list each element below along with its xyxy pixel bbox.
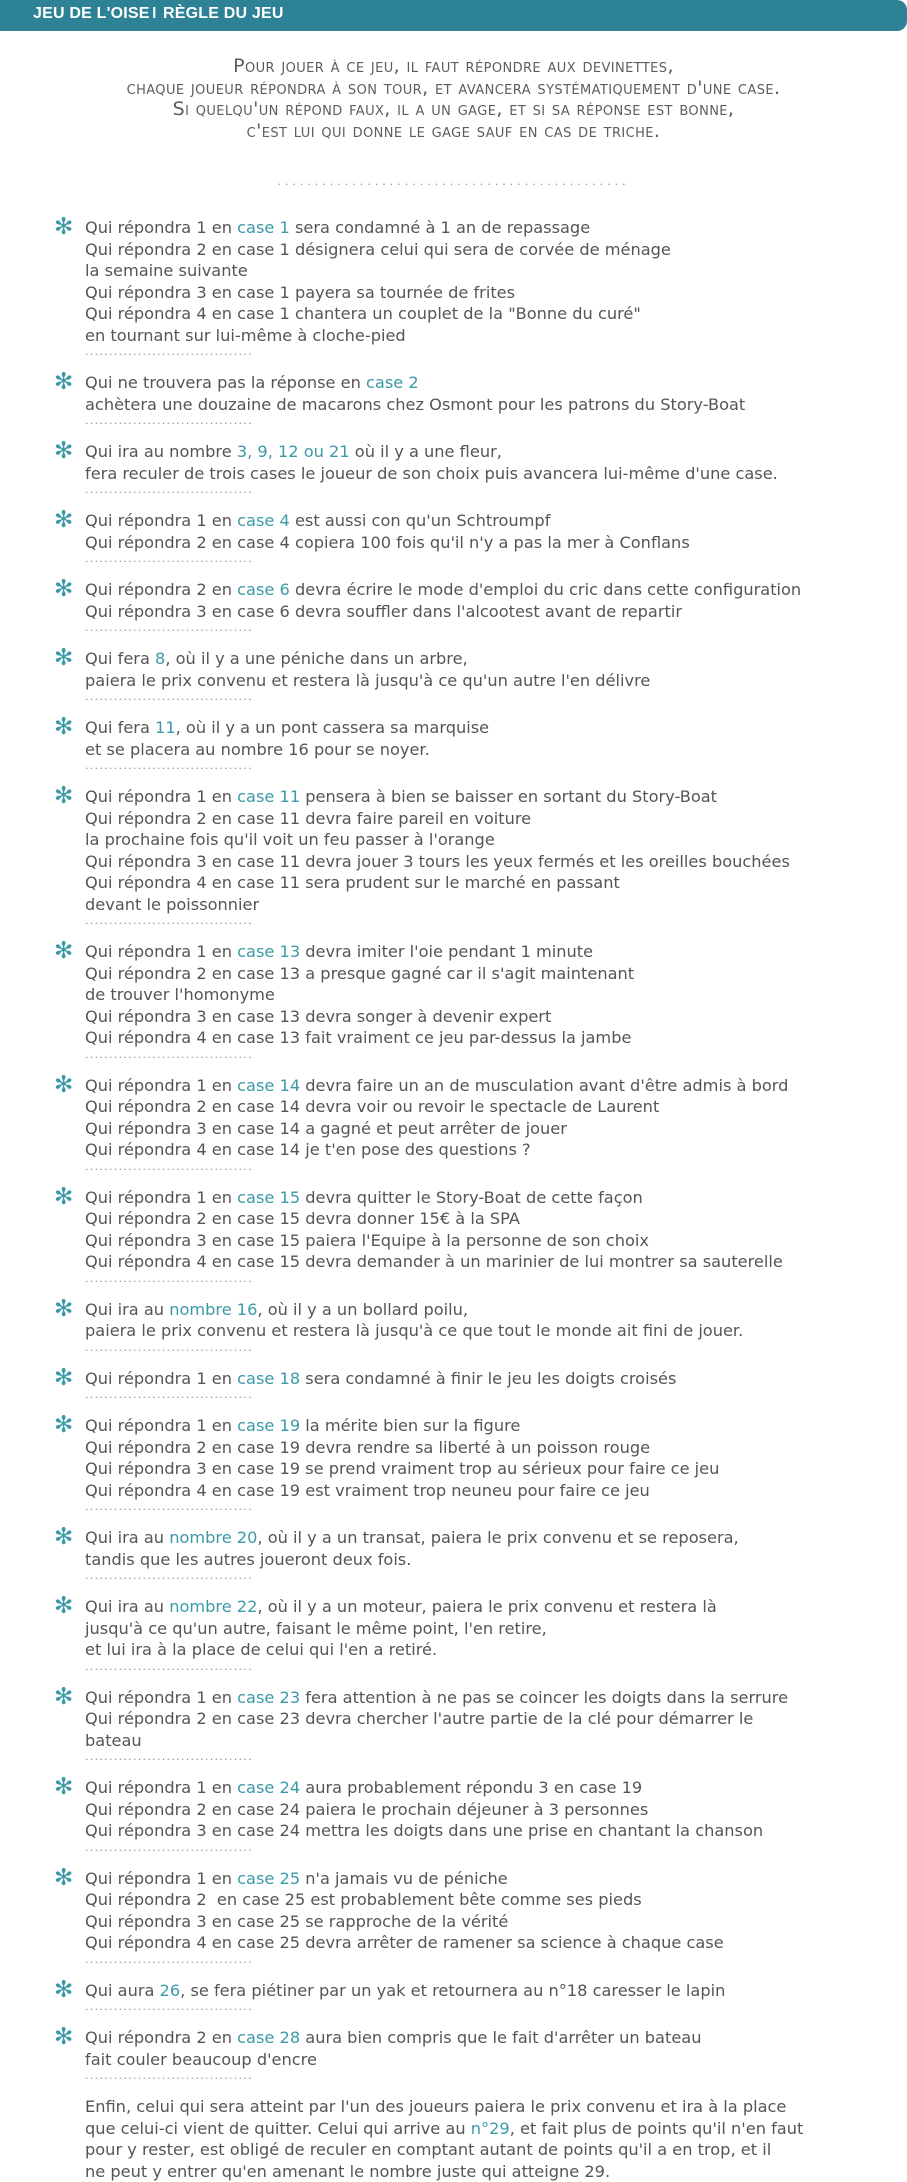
rule-line: [85, 851, 897, 873]
rule-text: sera condamné à finir le jeu les doigts croisés: [300, 1369, 676, 1388]
asterisk-icon: ✻: [54, 1977, 73, 2003]
rule-line: [85, 786, 897, 808]
highlighted-case: case 15: [237, 1188, 300, 1207]
asterisk-icon: ✻: [54, 1593, 73, 1619]
rule-line: [85, 1932, 897, 1954]
rule-text: devant le poissonnier: [85, 895, 259, 914]
rule-divider: ...................................: [85, 484, 897, 496]
rule-line: [85, 1777, 897, 1799]
rule-line: [85, 2027, 897, 2049]
rule-text: Qui répondra 1 en: [85, 1076, 237, 1095]
rule-line: [85, 941, 897, 963]
rule-text: , où il y a un moteur, paiera le prix convenu et restera là: [257, 1597, 716, 1616]
highlighted-case: case 18: [237, 1369, 300, 1388]
rule-line: [85, 532, 897, 554]
rule-line: [85, 1980, 897, 2002]
rule-text: pour y rester, est obligé de reculer en comptant autant de points qu'il a en trop, et il: [85, 2140, 771, 2159]
rule-text: ne peut y entrer qu'en amenant le nombre juste qui atteigne 29.: [85, 2162, 610, 2181]
rule-line: [85, 1437, 897, 1459]
asterisk-icon: ✻: [54, 1412, 73, 1438]
rule-line: [85, 984, 897, 1006]
highlighted-case: nombre 16: [169, 1300, 257, 1319]
rule-text: , se fera piétiner par un yak et retournera au n°18 caresser le lapin: [180, 1981, 725, 2000]
page-title: JEU DE L'OISE: [33, 5, 150, 23]
rule-text: Qui répondra 1 en: [85, 1869, 237, 1888]
rule-text: devra imiter l'oie pendant 1 minute: [300, 942, 593, 961]
rule-text: Qui répondra 4 en case 25 devra arrêter de ramener sa science à chaque case: [85, 1933, 724, 1952]
rule-line: [85, 325, 897, 347]
highlighted-case: case 23: [237, 1688, 300, 1707]
rule-divider: ...................................: [85, 1661, 897, 1673]
highlighted-case: case 24: [237, 1778, 300, 1797]
rule-item: [52, 1687, 897, 1764]
rule-line: [85, 282, 897, 304]
rule-divider: ...................................: [85, 1842, 897, 1854]
rule-item: [52, 1368, 897, 1402]
asterisk-icon: ✻: [54, 1365, 73, 1391]
asterisk-icon: ✻: [54, 369, 73, 395]
asterisk-icon: ✻: [54, 438, 73, 464]
rule-item: [52, 1777, 897, 1854]
rule-text: devra quitter le Story-Boat de cette façon: [300, 1188, 643, 1207]
highlighted-case: nombre 20: [169, 1528, 257, 1547]
rule-line: [85, 260, 897, 282]
highlighted-case: 3, 9, 12 ou 21: [237, 442, 350, 461]
rule-text: Qui répondra 4 en case 11 sera prudent sur le marché en passant: [85, 873, 620, 892]
rule-line: [85, 1208, 897, 1230]
rule-text: paiera le prix convenu et restera là jusqu'à ce qu'un autre l'en délivre: [85, 671, 650, 690]
rule-text: Qui répondra 1 en: [85, 1416, 237, 1435]
rule-line: [85, 1889, 897, 1911]
rule-line: [85, 2161, 897, 2182]
asterisk-icon: ✻: [54, 645, 73, 671]
rule-item: [52, 372, 897, 427]
rule-line: [85, 2096, 897, 2118]
highlighted-case: case 25: [237, 1869, 300, 1888]
rule-divider: ...................................: [85, 1342, 897, 1354]
intro-paragraph: [0, 56, 907, 142]
rule-item: [52, 1596, 897, 1673]
rule-text: Qui répondra 3 en case 14 a gagné et peut arrêter de jouer: [85, 1119, 567, 1138]
page-subtitle: RÈGLE DU JEU: [163, 5, 284, 23]
closing-paragraph: [52, 2096, 897, 2182]
rule-text: Qui répondra 2 en case 13 a presque gagné car il s'agit maintenant: [85, 964, 634, 983]
rule-divider: ...................................: [85, 1751, 897, 1763]
rule-line: [85, 1596, 897, 1618]
rule-line: [85, 1458, 897, 1480]
rule-divider: ...................................: [85, 346, 897, 358]
rule-line: [85, 441, 897, 463]
rule-text: aura probablement répondu 3 en case 19: [300, 1778, 642, 1797]
asterisk-icon: ✻: [54, 783, 73, 809]
rule-text: , où il y a une péniche dans un arbre,: [165, 649, 467, 668]
rule-line: [85, 963, 897, 985]
rule-text: aura bien compris que le fait d'arrêter un bateau: [300, 2028, 701, 2047]
rule-text: et se placera au nombre 16 pour se noyer.: [85, 740, 430, 759]
asterisk-icon: ✻: [54, 938, 73, 964]
rule-text: Qui ira au nombre: [85, 442, 237, 461]
rule-text: Qui répondra 4 en case 13 fait vraiment ce jeu par-dessus la jambe: [85, 1028, 631, 1047]
rule-divider: ...................................: [85, 915, 897, 927]
rule-item: [52, 1415, 897, 1513]
rule-text: Qui ira au: [85, 1528, 169, 1547]
rule-item: [52, 941, 897, 1061]
rule-text: Qui répondra 3 en case 1 payera sa tournée de frites: [85, 283, 515, 302]
highlighted-case: 11: [155, 718, 176, 737]
rule-item: [52, 217, 897, 358]
asterisk-icon: ✻: [54, 507, 73, 533]
intro-line: chaque joueur répondra à son tour, et avancera systématiquement d'une case.: [0, 78, 907, 100]
asterisk-icon: ✻: [54, 1072, 73, 1098]
asterisk-icon: ✻: [54, 1524, 73, 1550]
rule-divider: ...................................: [85, 2001, 897, 2013]
rule-divider: ...................................: [85, 622, 897, 634]
rule-divider: ...................................: [85, 760, 897, 772]
rule-item: [52, 1187, 897, 1285]
rule-text: sera condamné à 1 an de repassage: [290, 218, 590, 237]
rule-line: [85, 1299, 897, 1321]
rule-text: , et fait plus de points qu'il n'en faut: [510, 2119, 804, 2138]
rule-line: [85, 1187, 897, 1209]
rule-divider: ...................................: [85, 553, 897, 565]
rule-text: la semaine suivante: [85, 261, 248, 280]
rule-divider: ...................................: [85, 1570, 897, 1582]
rule-line: [85, 1687, 897, 1709]
intro-line: c'est lui qui donne le gage sauf en cas de triche.: [0, 121, 907, 143]
rule-item: [52, 717, 897, 772]
rule-line: [85, 648, 897, 670]
highlighted-case: case 19: [237, 1416, 300, 1435]
rule-text: Qui répondra 3 en case 25 se rapproche de la vérité: [85, 1912, 508, 1931]
rule-line: [85, 1820, 897, 1842]
rule-divider: ...................................: [85, 1501, 897, 1513]
rule-line: [85, 2139, 897, 2161]
rule-line: [85, 579, 897, 601]
rule-line: [85, 1618, 897, 1640]
title-separator: I: [152, 5, 157, 23]
highlighted-case: n°29: [471, 2119, 510, 2138]
rule-text: où il y a une fleur,: [350, 442, 502, 461]
rule-text: jusqu'à ce qu'un autre, faisant le même point, l'en retire,: [85, 1619, 547, 1638]
rule-text: n'a jamais vu de péniche: [300, 1869, 508, 1888]
rule-line: [85, 1868, 897, 1890]
rule-item: [52, 786, 897, 927]
asterisk-icon: ✻: [54, 1296, 73, 1322]
rule-text: Qui répondra 4 en case 14 je t'en pose des questions ?: [85, 1140, 531, 1159]
rule-line: [85, 2118, 897, 2140]
rule-text: Qui ne trouvera pas la réponse en: [85, 373, 366, 392]
rule-text: Qui répondra 2 en case 25 est probablement bête comme ses pieds: [85, 1890, 642, 1909]
rule-line: [85, 1368, 897, 1390]
rule-divider: ...................................: [85, 1389, 897, 1401]
rule-item: [52, 441, 897, 496]
highlighted-case: case 2: [366, 373, 419, 392]
rule-line: [85, 1027, 897, 1049]
highlighted-case: case 4: [237, 511, 290, 530]
rule-line: [85, 1730, 897, 1752]
rule-text: est aussi con qu'un Schtroumpf: [290, 511, 551, 530]
rule-text: Qui répondra 2 en case 24 paiera le prochain déjeuner à 3 personnes: [85, 1800, 648, 1819]
rule-divider: ...................................: [85, 415, 897, 427]
rule-item: [52, 1868, 897, 1966]
rule-line: [85, 829, 897, 851]
rule-text: Qui répondra 2 en case 19 devra rendre sa liberté à un poisson rouge: [85, 1438, 650, 1457]
rule-line: [85, 739, 897, 761]
rule-line: [85, 510, 897, 532]
rule-line: [85, 1708, 897, 1730]
rule-item: [52, 2027, 897, 2082]
rule-text: Qui répondra 2 en case 11 devra faire pareil en voiture: [85, 809, 531, 828]
rule-text: Qui répondra 3 en case 11 devra jouer 3 tours les yeux fermés et les oreilles bouchées: [85, 852, 790, 871]
rule-text: Qui répondra 4 en case 15 devra demander à un marinier de lui montrer sa sauterelle: [85, 1252, 783, 1271]
rule-divider: ...................................: [85, 691, 897, 703]
rule-divider: ...................................: [85, 1273, 897, 1285]
rule-item: [52, 1980, 897, 2014]
rule-text: devra faire un an de musculation avant d'être admis à bord: [300, 1076, 788, 1095]
rule-text: Qui répondra 1 en: [85, 511, 237, 530]
highlighted-case: 26: [160, 1981, 181, 2000]
highlighted-case: case 28: [237, 2028, 300, 2047]
rule-text: , où il y a un pont cassera sa marquise: [176, 718, 489, 737]
rule-line: [85, 1527, 897, 1549]
highlighted-case: 8: [155, 649, 165, 668]
rule-text: Qui aura: [85, 1981, 160, 2000]
rule-text: Qui répondra 1 en: [85, 1369, 237, 1388]
intro-divider: ...............................................: [0, 175, 907, 188]
rule-text: , où il y a un transat, paiera le prix convenu et se reposera,: [257, 1528, 738, 1547]
rule-line: [85, 717, 897, 739]
rule-text: Qui répondra 3 en case 13 devra songer à devenir expert: [85, 1007, 551, 1026]
rule-item: [52, 1527, 897, 1582]
rule-text: de trouver l'homonyme: [85, 985, 275, 1004]
rule-text: Qui répondra 1 en: [85, 787, 237, 806]
rule-line: [85, 372, 897, 394]
rule-text: Qui fera: [85, 718, 155, 737]
asterisk-icon: ✻: [54, 1184, 73, 1210]
rule-text: paiera le prix convenu et restera là jusqu'à ce que tout le monde ait fini de jouer.: [85, 1321, 743, 1340]
rule-item: [52, 1075, 897, 1173]
rule-line: [85, 670, 897, 692]
highlighted-case: case 1: [237, 218, 290, 237]
rule-divider: ...................................: [85, 1049, 897, 1061]
rule-text: fait couler beaucoup d'encre: [85, 2050, 317, 2069]
rule-line: [85, 808, 897, 830]
rule-item: [52, 1299, 897, 1354]
rule-text: Qui répondra 4 en case 19 est vraiment trop neuneu pour faire ce jeu: [85, 1481, 650, 1500]
rule-text: Qui répondra 1 en: [85, 942, 237, 961]
rule-text: Qui répondra 2 en case 1 désignera celui qui sera de corvée de ménage: [85, 240, 671, 259]
rule-text: tandis que les autres joueront deux fois.: [85, 1550, 411, 1569]
highlighted-case: case 11: [237, 787, 300, 806]
asterisk-icon: ✻: [54, 214, 73, 240]
rule-text: Qui répondra 2 en case 15 devra donner 15€ à la SPA: [85, 1209, 520, 1228]
rule-text: pensera à bien se baisser en sortant du Story-Boat: [300, 787, 717, 806]
rule-line: [85, 463, 897, 485]
asterisk-icon: ✻: [54, 1865, 73, 1891]
highlighted-case: case 6: [237, 580, 290, 599]
rule-text: Qui répondra 1 en: [85, 1188, 237, 1207]
rule-text: et lui ira à la place de celui qui l'en a retiré.: [85, 1640, 437, 1659]
rules-list: [52, 217, 897, 2182]
rule-text: Qui répondra 2 en: [85, 580, 237, 599]
rule-text: Qui répondra 2 en case 4 copiera 100 fois qu'il n'y a pas la mer à Conflans: [85, 533, 690, 552]
rule-line: [85, 239, 897, 261]
rule-text: en tournant sur lui-même à cloche-pied: [85, 326, 406, 345]
rule-line: [85, 2049, 897, 2071]
header-bar: [0, 0, 907, 31]
highlighted-case: case 13: [237, 942, 300, 961]
rule-text: Qui répondra 1 en: [85, 1778, 237, 1797]
rule-text: Qui répondra 1 en: [85, 218, 237, 237]
asterisk-icon: ✻: [54, 1684, 73, 1710]
rule-text: la mérite bien sur la figure: [300, 1416, 520, 1435]
rule-line: [85, 1911, 897, 1933]
rule-line: [85, 1006, 897, 1028]
rule-item: [52, 579, 897, 634]
rule-text: Qui fera: [85, 649, 155, 668]
rule-text: Enfin, celui qui sera atteint par l'un des joueurs paiera le prix convenu et ira à la place: [85, 2097, 786, 2116]
rule-text: Qui répondra 2 en case 23 devra chercher l'autre partie de la clé pour démarrer le: [85, 1709, 753, 1728]
asterisk-icon: ✻: [54, 714, 73, 740]
rule-text: bateau: [85, 1731, 142, 1750]
rule-divider: ...................................: [85, 2070, 897, 2082]
rule-divider: ...................................: [85, 1954, 897, 1966]
rule-line: [85, 872, 897, 894]
rule-item: [52, 510, 897, 565]
rule-text: que celui-ci vient de quitter. Celui qui arrive au: [85, 2119, 471, 2138]
rule-text: fera reculer de trois cases le joueur de son choix puis avancera lui-même d'une case.: [85, 464, 778, 483]
rule-text: Qui répondra 4 en case 1 chantera un couplet de la "Bonne du curé": [85, 304, 641, 323]
rule-text: Qui ira au: [85, 1597, 169, 1616]
rule-line: [85, 217, 897, 239]
rule-text: achètera une douzaine de macarons chez Osmont pour les patrons du Story-Boat: [85, 395, 745, 414]
rule-text: Qui répondra 3 en case 19 se prend vraiment trop au sérieux pour faire ce jeu: [85, 1459, 719, 1478]
rule-line: [85, 303, 897, 325]
rule-text: Qui ira au: [85, 1300, 169, 1319]
rule-line: [85, 1639, 897, 1661]
asterisk-icon: ✻: [54, 576, 73, 602]
rule-text: fera attention à ne pas se coincer les doigts dans la serrure: [300, 1688, 788, 1707]
rule-text: Qui répondra 2 en: [85, 2028, 237, 2047]
rule-line: [85, 1118, 897, 1140]
intro-line: Si quelqu'un répond faux, il a un gage, et si sa réponse est bonne,: [0, 99, 907, 121]
rule-line: [85, 394, 897, 416]
asterisk-icon: ✻: [54, 2024, 73, 2050]
highlighted-case: case 14: [237, 1076, 300, 1095]
rule-divider: ...................................: [85, 1161, 897, 1173]
rule-line: [85, 1139, 897, 1161]
rule-line: [85, 1320, 897, 1342]
rule-text: Qui répondra 3 en case 15 paiera l'Equipe à la personne de son choix: [85, 1231, 649, 1250]
rule-line: [85, 1415, 897, 1437]
rule-text: devra écrire le mode d'emploi du cric dans cette configuration: [290, 580, 801, 599]
rule-line: [85, 1230, 897, 1252]
rule-line: [85, 1075, 897, 1097]
highlighted-case: nombre 22: [169, 1597, 257, 1616]
rule-item: [52, 648, 897, 703]
rule-line: [85, 1549, 897, 1571]
rule-text: Qui répondra 3 en case 6 devra souffler dans l'alcootest avant de repartir: [85, 602, 682, 621]
rule-line: [85, 1096, 897, 1118]
rule-line: [85, 1480, 897, 1502]
rule-text: Qui répondra 1 en: [85, 1688, 237, 1707]
rule-text: Qui répondra 2 en case 14 devra voir ou revoir le spectacle de Laurent: [85, 1097, 659, 1116]
rule-text: la prochaine fois qu'il voit un feu passer à l'orange: [85, 830, 495, 849]
rule-line: [85, 894, 897, 916]
intro-line: Pour jouer à ce jeu, il faut répondre aux devinettes,: [0, 56, 907, 78]
rule-line: [85, 601, 897, 623]
rule-line: [85, 1251, 897, 1273]
rule-text: Qui répondra 3 en case 24 mettra les doigts dans une prise en chantant la chanson: [85, 1821, 763, 1840]
asterisk-icon: ✻: [54, 1774, 73, 1800]
rule-line: [85, 1799, 897, 1821]
rule-text: , où il y a un bollard poilu,: [257, 1300, 468, 1319]
